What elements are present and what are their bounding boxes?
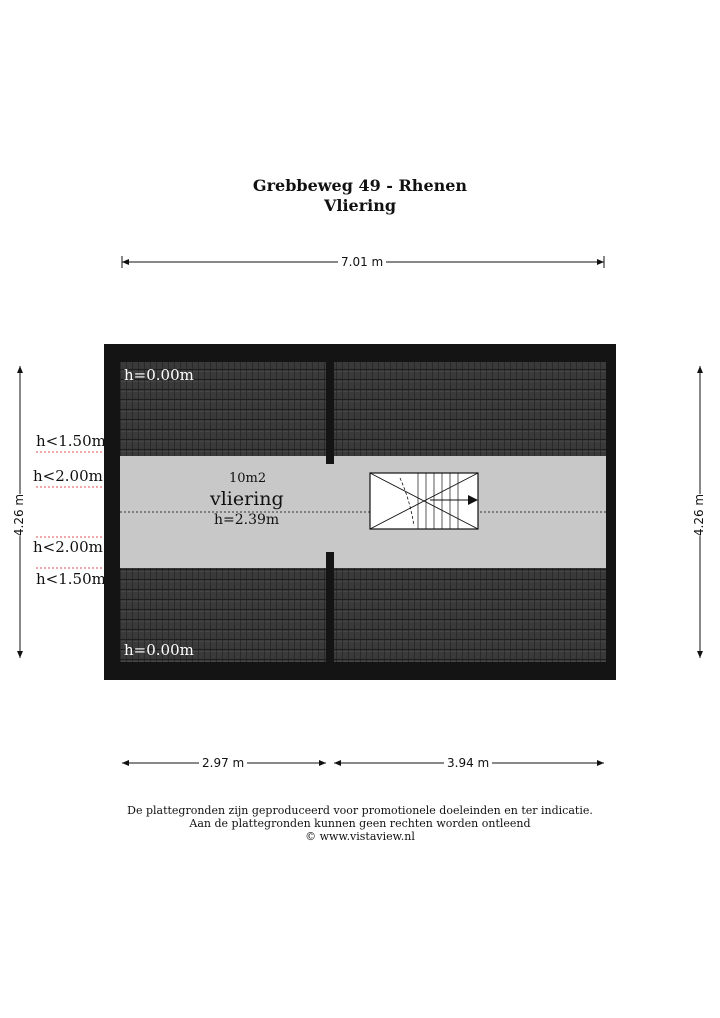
footer-disclaimer: De plattegronden zijn geproduceerd voor promotionele doeleinden en ter indicatie. <box>127 804 593 817</box>
partition-wall-top <box>326 362 334 464</box>
staircase-icon <box>370 473 478 529</box>
dimension-line-segments <box>122 760 604 766</box>
room-name: vliering <box>210 488 284 510</box>
roof-area-top-right <box>334 362 606 456</box>
dimension-segment-left: 2.97 m <box>199 756 247 770</box>
dimension-total-width: 7.01 m <box>338 255 386 269</box>
height-marker-upper-150: h<1.50m <box>36 432 106 450</box>
height-label-top-roof: h=0.00m <box>124 366 194 384</box>
dimension-height-left: 4.26 m <box>9 494 29 536</box>
height-marker-upper-200: h<2.00m <box>33 467 103 485</box>
partition-wall-bottom <box>326 552 334 662</box>
plan-subtitle: Vliering <box>323 196 397 215</box>
plan-title: Grebbeweg 49 - Rhenen <box>252 176 468 195</box>
height-label-bottom-roof: h=0.00m <box>124 641 194 659</box>
footer-rights: Aan de plattegronden kunnen geen rechten worden ontleend <box>189 817 531 830</box>
dimension-segment-right: 3.94 m <box>444 756 492 770</box>
roof-area-bottom-right <box>334 568 606 662</box>
height-marker-lower-150: h<1.50m <box>36 570 106 588</box>
dimension-height-right: 4.26 m <box>689 494 709 536</box>
height-marker-lower-200: h<2.00m <box>33 538 103 556</box>
room-height: h=2.39m <box>214 512 280 528</box>
footer-copyright: © www.vistaview.nl <box>305 830 415 843</box>
room-area: 10m2 <box>229 471 267 486</box>
